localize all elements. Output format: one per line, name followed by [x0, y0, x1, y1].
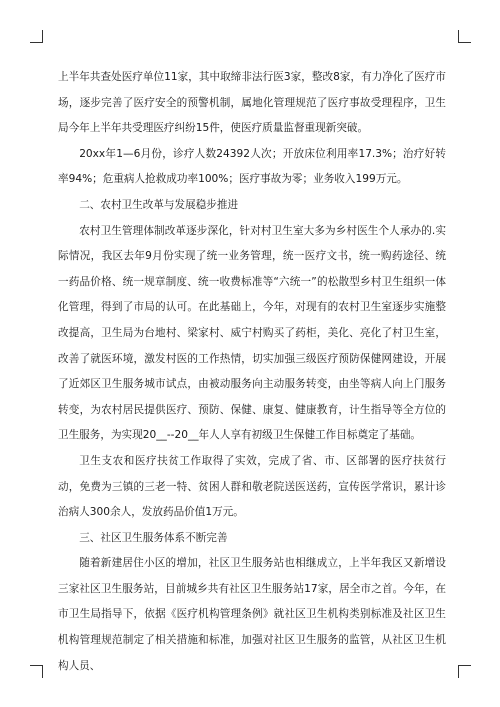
corner-crop-mark-bottom-left: [30, 665, 43, 678]
section-heading-rural-health: 二、农村卫生改革与发展稳步推进: [79, 198, 239, 211]
section-heading-community-health: 三、社区卫生服务体系不断完善: [79, 531, 228, 544]
paragraph-statistics: 20xx年1—6月份，诊疗人数24392人次；开放床位利用率17.3%；治疗好转率94%；危重病人抢救成功率100%；医疗事故为零；业务收入199万元。: [58, 147, 446, 186]
corner-crop-mark-top-left: [30, 30, 43, 43]
paragraph-rural-reform: 农村卫生管理体制改革逐步深化，针对村卫生室大多为乡村医生个人承办的.实际情况，我区去年9月份实现了统一业务管理，统一医疗文书，统一购药途径、统一药品价格、统一规章制度、统一收费标准等“六统一”的松散型乡村卫生组织一体化管理，得到了市局的认可。在此基础上，今年，对现有的农村卫生室逐步实施整改提高，卫生局为台地村、梁家村、威宁村购买了药柜，美化、亮化了村卫生室，改善了就医环境，激发村医的工作热情，切实加强三级医疗预防保健网建设，开展了近郊区卫生服务城市试点，由被动服务向主动服务转变，由坐等病人向上门服务转变，为农村居民提供医疗、预防、保健、康复、健康教育，计生指导等全方位的卫生服务，为实现20__--20__年人人享有初级卫生保健工作目标奠定了基础。: [58, 224, 446, 442]
document-body: [58, 65, 446, 679]
paragraph-poverty-aid: 卫生支农和医疗扶贫工作取得了实效，完成了省、市、区部署的医疗扶贫行动，免费为三镇的三老一特、贫困人群和敬老院送医送药，宣传医学常识，累计诊治病人300余人，发放药品价值1万元。: [58, 454, 446, 519]
corner-crop-mark-top-right: [458, 30, 471, 43]
paragraph-continuation: 上半年共查处医疗单位11家，其中取缔非法行医3家，整改8家，有力净化了医疗市场，逐步完善了医疗安全的预警机制，属地化管理规范了医疗事故受理程序，卫生局今年上半年共受理医疗纠纷15件，使医疗质量监督重现新突破。: [58, 71, 446, 135]
paragraph-community-stations: 随着新建居住小区的增加，社区卫生服务站也相继成立，上半年我区又新增设三家社区卫生服务站，目前城乡共有社区卫生服务站17家，居全市之首。今年，在市卫生局指导下，依据《医疗机构管理条例》就社区卫生机构类别标准及社区卫生机构管理规范制定了相关措施和标准，加强对社区卫生服务的监管，从社区卫生机构人员、: [58, 557, 446, 672]
corner-crop-mark-bottom-right: [458, 665, 471, 678]
